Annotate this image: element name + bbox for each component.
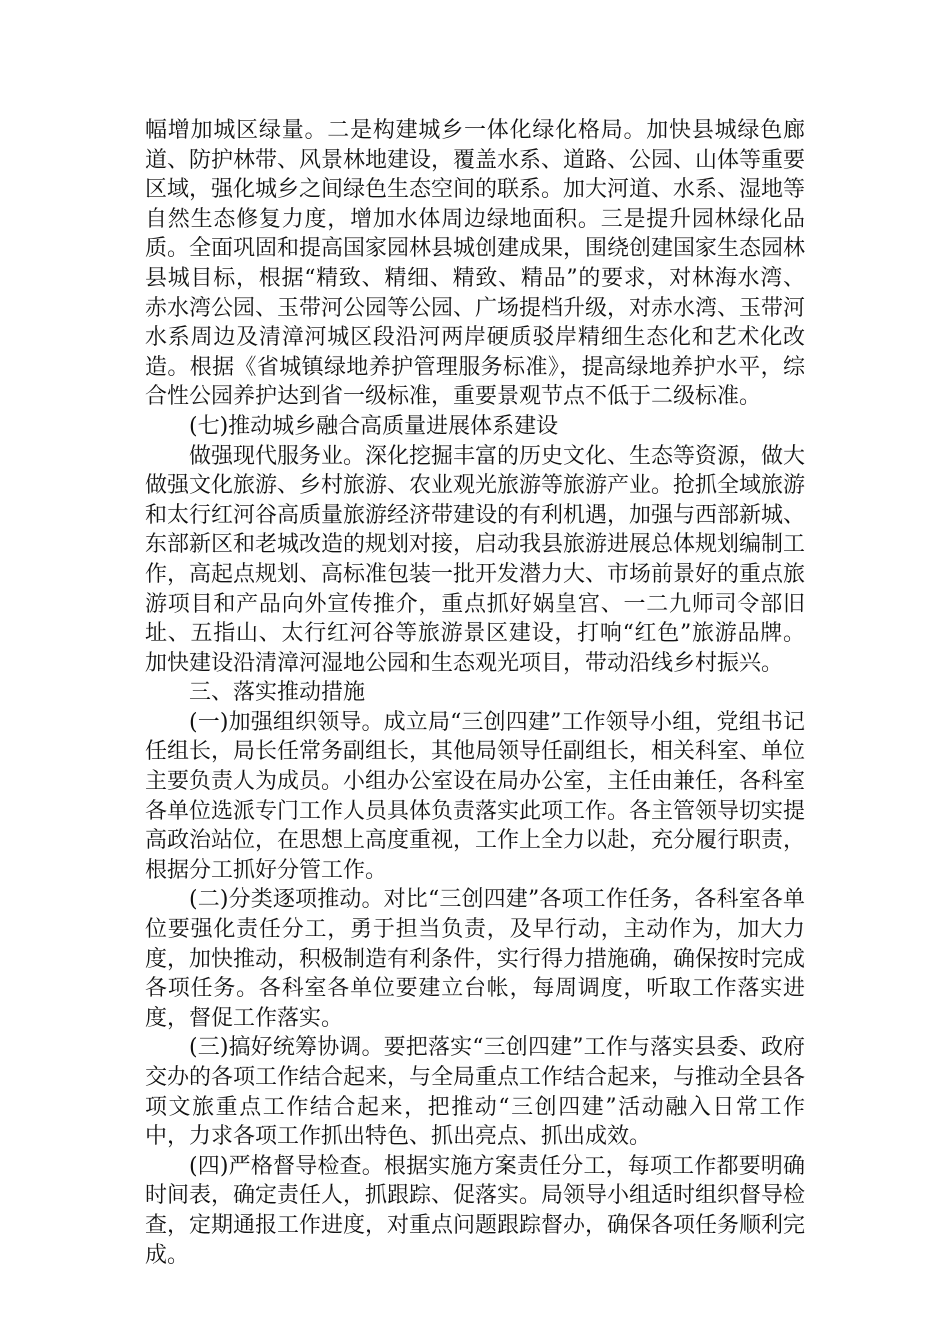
document-body	[145, 116, 805, 1270]
paragraph-greening-continued: 幅增加城区绿量。二是构建城乡一体化绿化格局。加快县城绿色廊道、防护林带、风景林地建设，覆盖水系、道路、公园、山体等重要区域，强化城乡之间绿色生态空间的联系。加大河道、水系、湿地等自然生态修复力度，增加水体周边绿地面积。三是提升园林绿化品质。全面巩固和提高国家园林县城创建成果，围绕创建国家生态园林县城目标，根据“精致、精细、精致、精品”的要求，对林海水湾、赤水湾公园、玉带河公园等公园、广场提档升级，对赤水湾、玉带河水系周边及清漳河城区段沿河两岸硬质驳岸精细生态化和艺术化改造。根据《省城镇绿地养护管理服务标准》，提高绿地养护水平，综合性公园养护达到省一级标准，重要景观节点不低于二级标准。	[145, 118, 806, 410]
paragraph-organization: (一)加强组织领导。成立局“三创四建”工作领导小组，党组书记任组长，局长任常务副组长，其他局领导任副组长，相关科室、单位主要负责人为成员。小组办公室设在局办公室，主任由兼任，各科室各单位选派专门工作人员具体负责落实此项工作。各主管领导切实提高政治站位，在思想上高度重视，工作上全力以赴，充分履行职责，根据分工抓好分管工作。	[145, 709, 806, 883]
paragraph-service-industry: 做强现代服务业。深化挖掘丰富的历史文化、生态等资源，做大做强文化旅游、乡村旅游、农业观光旅游等旅游产业。抢抓全域旅游和太行红河谷高质量旅游经济带建设的有利机遇，加强与西部新城、东部新区和老城改造的规划对接，启动我县旅游进展总体规划编制工作，高起点规划、高标准包装一批开发潜力大、市场前景好的重点旅游项目和产品向外宣传推介，重点抓好娲皇宫、一二九师司令部旧址、五指山、太行红河谷等旅游景区建设，打响“红色”旅游品牌。加快建设沿清漳河湿地公园和生态观光项目，带动沿线乡村振兴。	[145, 443, 806, 676]
paragraph-supervision: (四)严格督导检查。根据实施方案责任分工，每项工作都要明确时间表，确定责任人，抓跟踪、促落实。局领导小组适时组织督导检查，定期通报工作进度，对重点问题跟踪督办，确保各项任务顺利完成。	[145, 1153, 806, 1268]
section-heading-urban-rural: (七)推动城乡融合高质量进展体系建设	[189, 413, 559, 439]
paragraph-coordination: (三)搞好统筹协调。要把落实“三创四建”工作与落实县委、政府交办的各项工作结合起来，与全局重点工作结合起来，与推动全县各项文旅重点工作结合起来，把推动“三创四建”活动融入日常工作中，力求各项工作抓出特色、抓出亮点、抓出成效。	[145, 1035, 806, 1150]
paragraph-classification: (二)分类逐项推动。对比“三创四建”各项工作任务，各科室各单位要强化责任分工，勇于担当负责，及早行动，主动作为，加大力度，加快推动，积极制造有利条件，实行得力措施确，确保按时完成各项任务。各科室各单位要建立台帐，每周调度，听取工作落实进度，督促工作落实。	[145, 887, 806, 1031]
section-heading-measures: 三、落实推动措施	[189, 680, 366, 706]
